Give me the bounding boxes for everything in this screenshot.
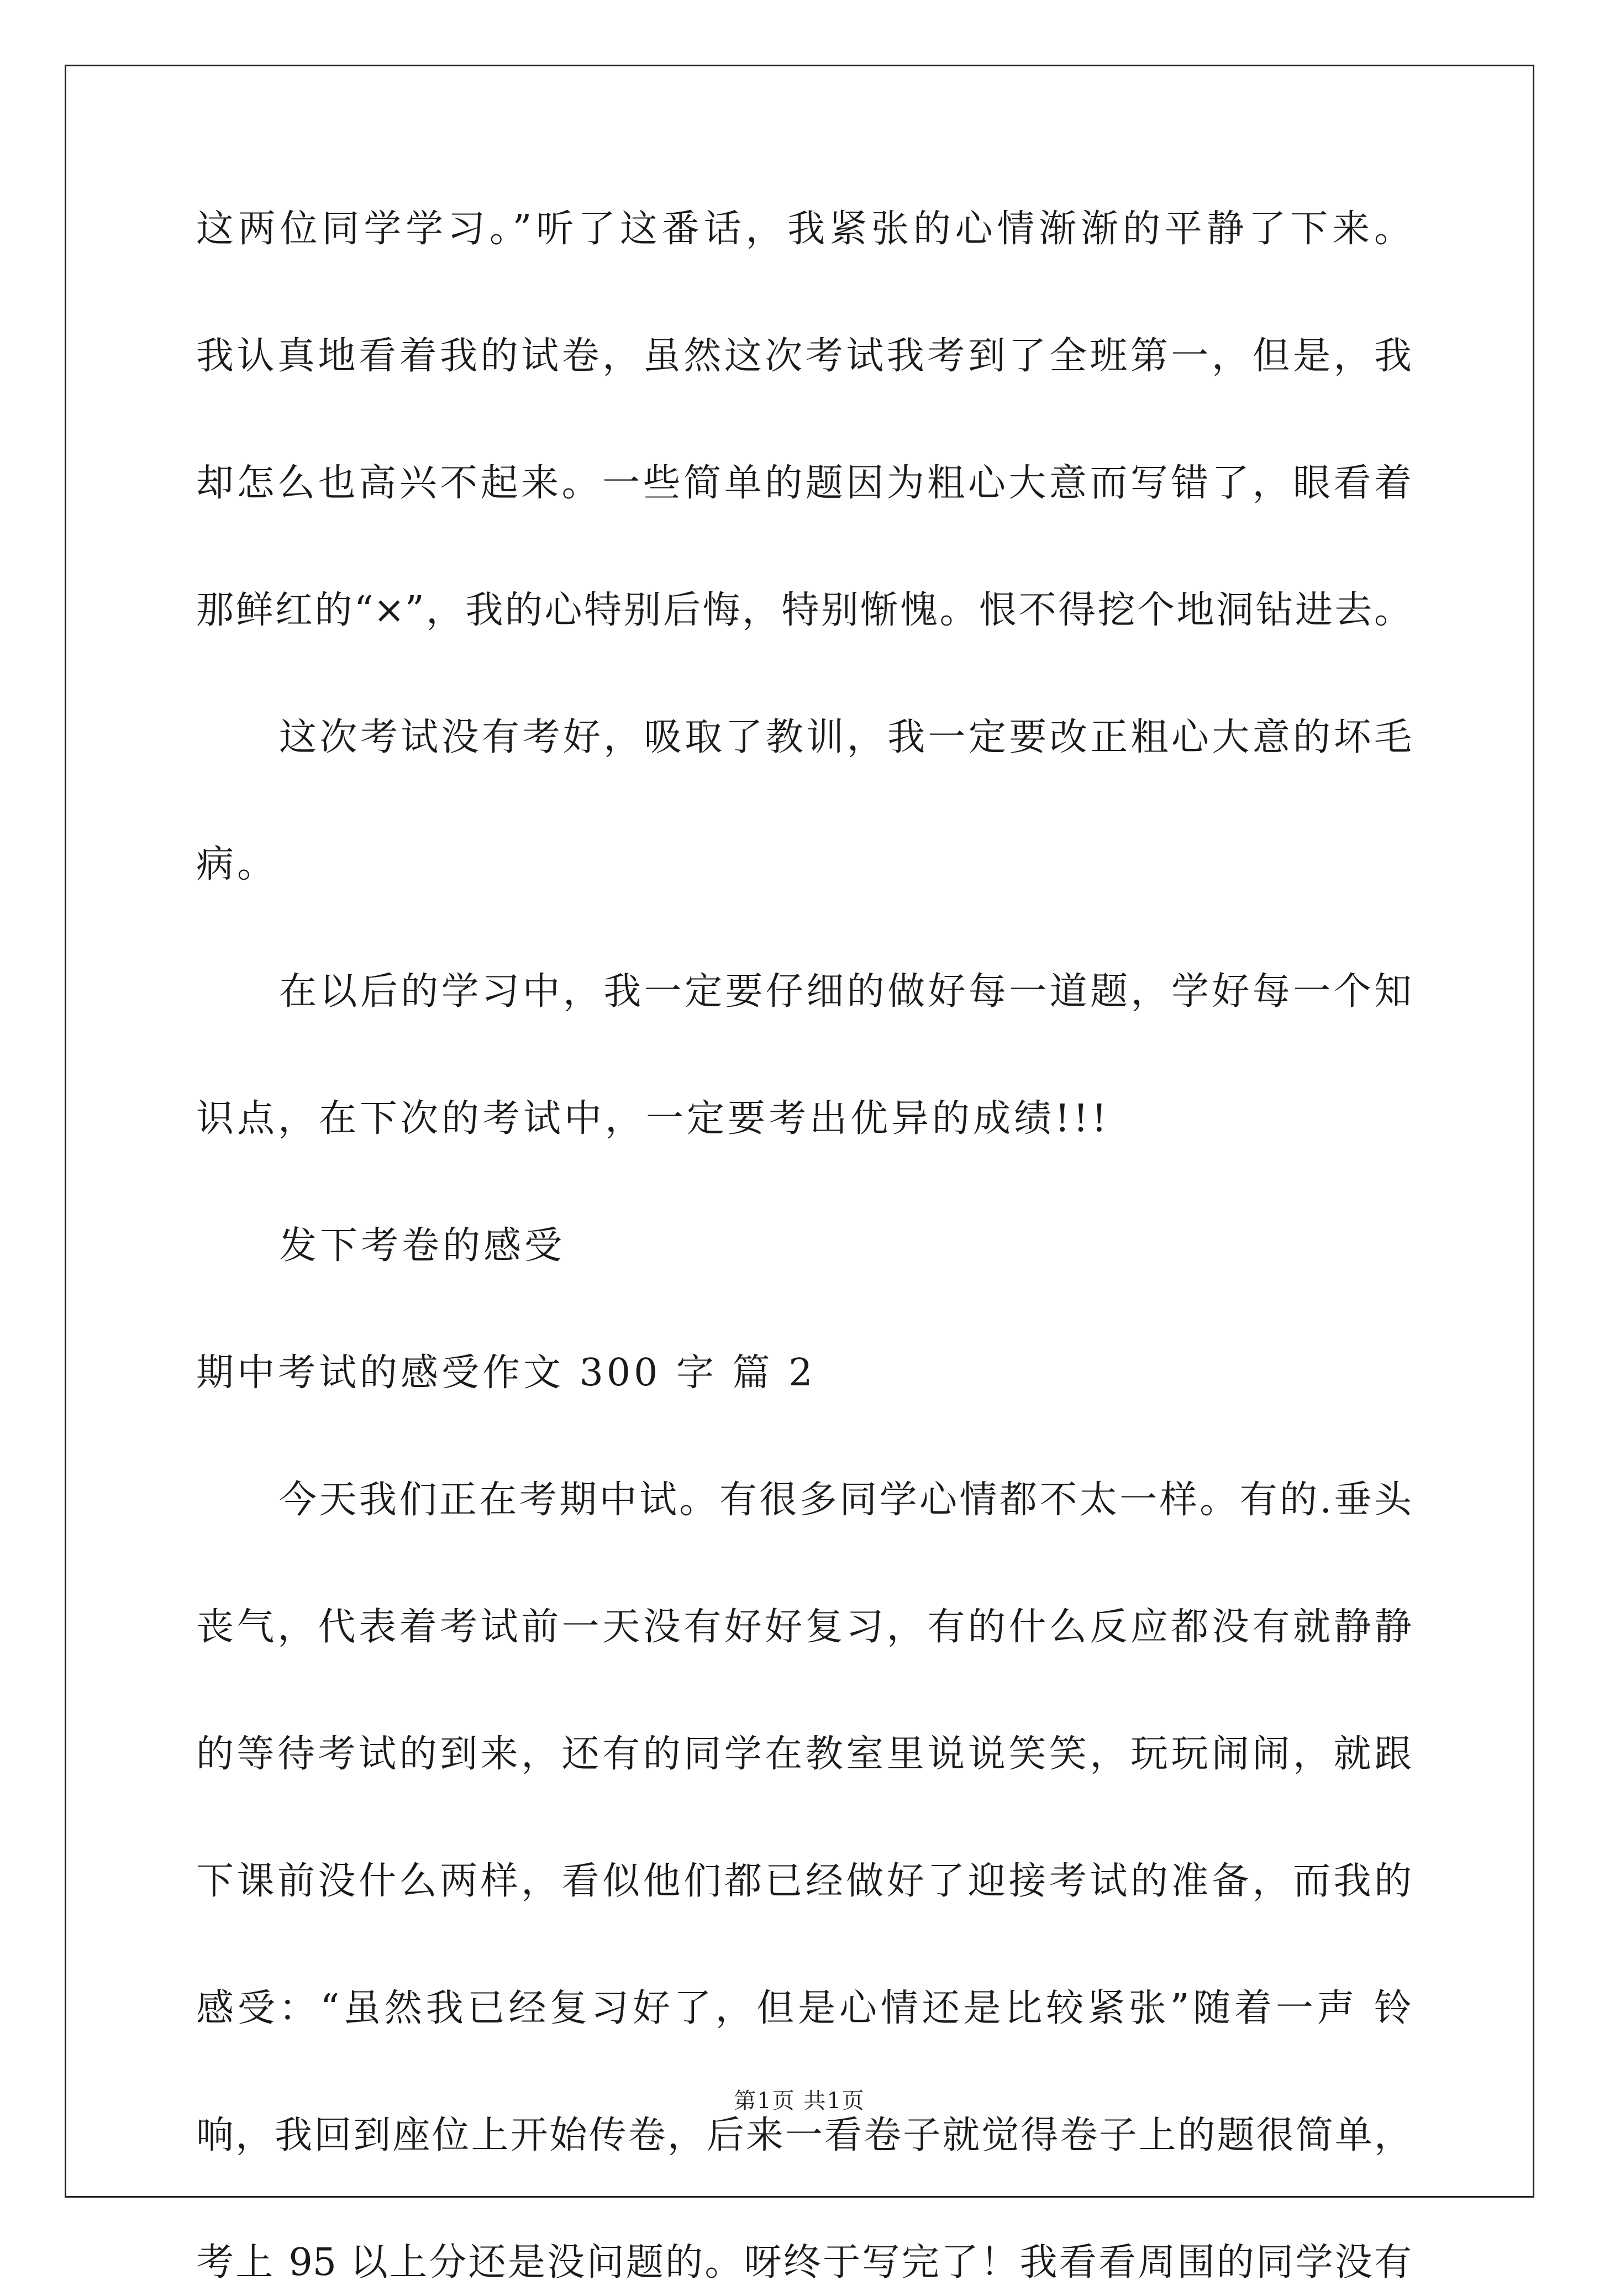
text-line: 却怎么也高兴不起来。一些简单的题因为粗心大意而写错了，眼看着 — [196, 461, 1412, 505]
text-line: 响，我回到座位上开始传卷，后来一看卷子就觉得卷子上的题很简单， — [196, 2114, 1412, 2157]
text-line: 病。 — [196, 843, 278, 886]
text-line: 这两位同学学习。”听了这番话，我紧张的心情渐渐的平静了下来。 — [196, 207, 1412, 251]
section-heading: 期中考试的感受作文 300 字 篇 2 — [196, 1351, 816, 1395]
page-footer: 第1页 共1页 — [734, 2088, 865, 2114]
text-line: 今天我们正在考期中试。有很多同学心情都不太一样。有的.垂头 — [279, 1478, 1412, 1522]
text-line: 丧气，代表着考试前一天没有好好复习，有的什么反应都没有就静静 — [196, 1605, 1412, 1649]
text-line: 识点，在下次的考试中，一定要考出优异的成绩!!! — [196, 1097, 1110, 1141]
text-line: 我认真地看着我的试卷，虽然这次考试我考到了全班第一，但是，我 — [196, 334, 1412, 378]
subheading: 发下考卷的感受 — [279, 1224, 566, 1268]
text-line: 那鲜红的“×”，我的心特别后悔，特别惭愧。恨不得挖个地洞钻进去。 — [196, 589, 1412, 632]
text-line: 在以后的学习中，我一定要仔细的做好每一道题，学好每一个知 — [279, 970, 1412, 1013]
text-line: 下课前没什么两样，看似他们都已经做好了迎接考试的准备，而我的 — [196, 1859, 1412, 1903]
text-line: 感受：“虽然我已经复习好了，但是心情还是比较紧张”随着一声 铃 — [196, 1987, 1412, 2030]
text-line: 考上 95 以上分还是没问题的。呀终于写完了！我看看周围的同学没有 — [196, 2241, 1412, 2284]
text-line: 这次考试没有考好，吸取了教训，我一定要改正粗心大意的坏毛 — [279, 716, 1412, 759]
text-line: 的等待考试的到来，还有的同学在教室里说说笑笑，玩玩闹闹，就跟 — [196, 1732, 1412, 1776]
